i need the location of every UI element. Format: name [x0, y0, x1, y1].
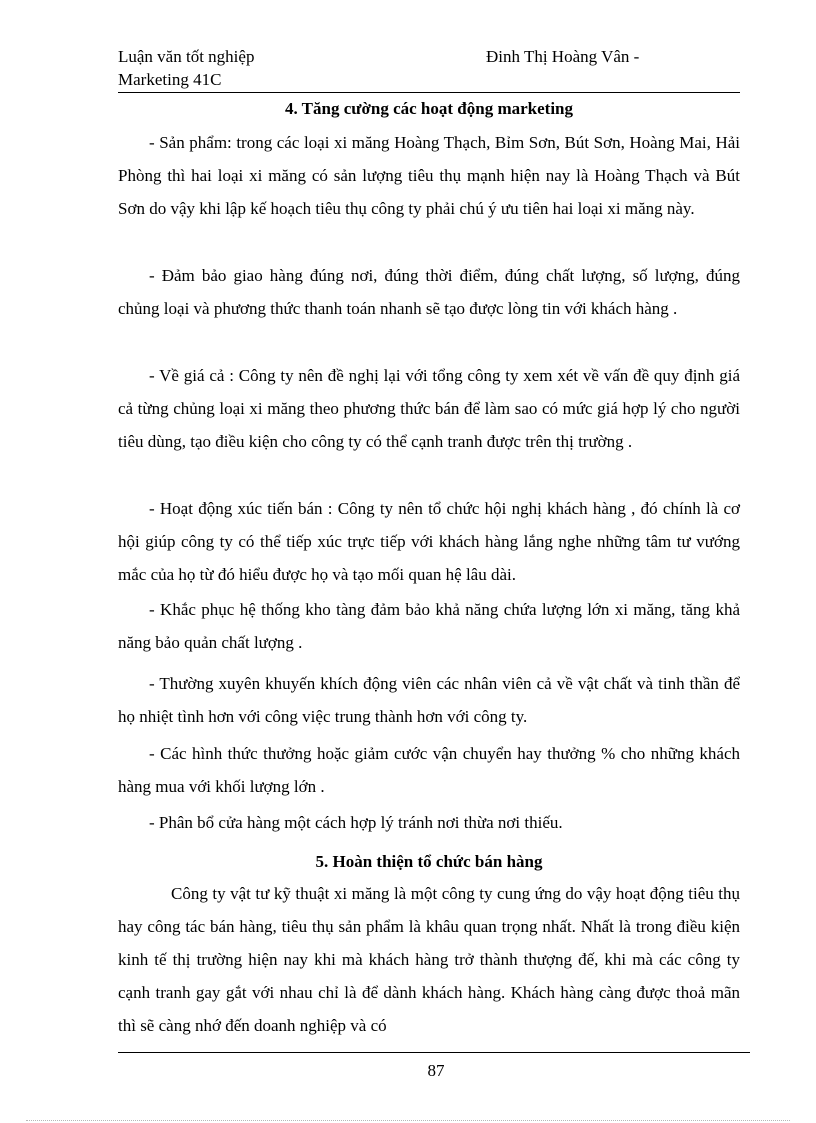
header-divider — [118, 92, 740, 93]
header-author: Đinh Thị Hoàng Vân - — [486, 47, 640, 66]
footer-divider — [118, 1052, 750, 1053]
section-4-paragraph: - Sản phẩm: trong các loại xi măng Hoàng Thạch, Bỉm Sơn, Bút Sơn, Hoàng Mai, Hải Phòng thì hai loại xi măng có sản lượng tiêu thụ mạnh hiện nay là Hoàng Thạch và Bút Sơn do vậy khi lập kế hoạch tiêu thụ công ty phải chú ý ưu tiên hai loại xi măng này. — [118, 133, 740, 218]
section-5-heading: 5. Hoàn thiện tổ chức bán hàng — [315, 852, 543, 871]
page-number: 87 — [427, 1061, 445, 1080]
section-4-paragraph: - Đảm bảo giao hàng đúng nơi, đúng thời điểm, đúng chất lượng, số lượng, đúng chủng loại và phương thức thanh toán nhanh sẽ tạo được lòng tin với khách hàng . — [118, 266, 740, 318]
section-4-heading: 4. Tăng cường các hoạt động marketing — [284, 99, 573, 118]
section-4-paragraph: - Phân bổ cửa hàng một cách hợp lý tránh nơi thừa nơi thiếu. — [149, 813, 563, 832]
section-5-paragraph: Công ty vật tư kỹ thuật xi măng là một công ty cung ứng do vậy hoạt động tiêu thụ hay công tác bán hàng, tiêu thụ sản phẩm là khâu quan trọng nhất. Nhất là trong điều kiện kinh tế thị trường hiện nay khi mà khách hàng trở thành thượng đế, khi mà các công ty cạnh tranh gay gắt với nhau chỉ là để dành khách hàng. Khách hàng càng được thoả mãn thì sẽ càng nhớ đến doanh nghiệp và có — [118, 884, 740, 1035]
section-4-paragraph: - Hoạt động xúc tiến bán : Công ty nên tổ chức hội nghị khách hàng , đó chính là cơ hội giúp công ty có thể tiếp xúc trực tiếp với khách hàng lắng nghe những tâm tư vướng mắc của họ từ đó hiểu được họ và tạo mối quan hệ lâu dài. — [118, 499, 740, 584]
page-bottom-border — [26, 1120, 790, 1121]
header-thesis-title: Luận văn tốt nghiệp — [118, 47, 255, 66]
section-4-paragraph: - Về giá cả : Công ty nên đề nghị lại với tổng công ty xem xét về vấn đề quy định giá cả từng chủng loại xi măng theo phương thức bán để làm sao có mức giá hợp lý cho người tiêu dùng, tạo điều kiện cho công ty có thể cạnh tranh được trên thị trường . — [118, 366, 740, 451]
section-4-paragraph: - Khắc phục hệ thống kho tàng đảm bảo khả năng chứa lượng lớn xi măng, tăng khả năng bảo quản chất lượng . — [118, 600, 740, 652]
header-course: Marketing 41C — [118, 70, 222, 89]
section-4-paragraph: - Thường xuyên khuyến khích động viên các nhân viên cả về vật chất và tinh thần để họ nhiệt tình hơn với công việc trung thành hơn với công ty. — [118, 674, 740, 726]
section-4-paragraph: - Các hình thức thưởng hoặc giảm cước vận chuyển hay thưởng % cho những khách hàng mua với khối lượng lớn . — [118, 744, 740, 796]
header-left — [118, 45, 254, 91]
